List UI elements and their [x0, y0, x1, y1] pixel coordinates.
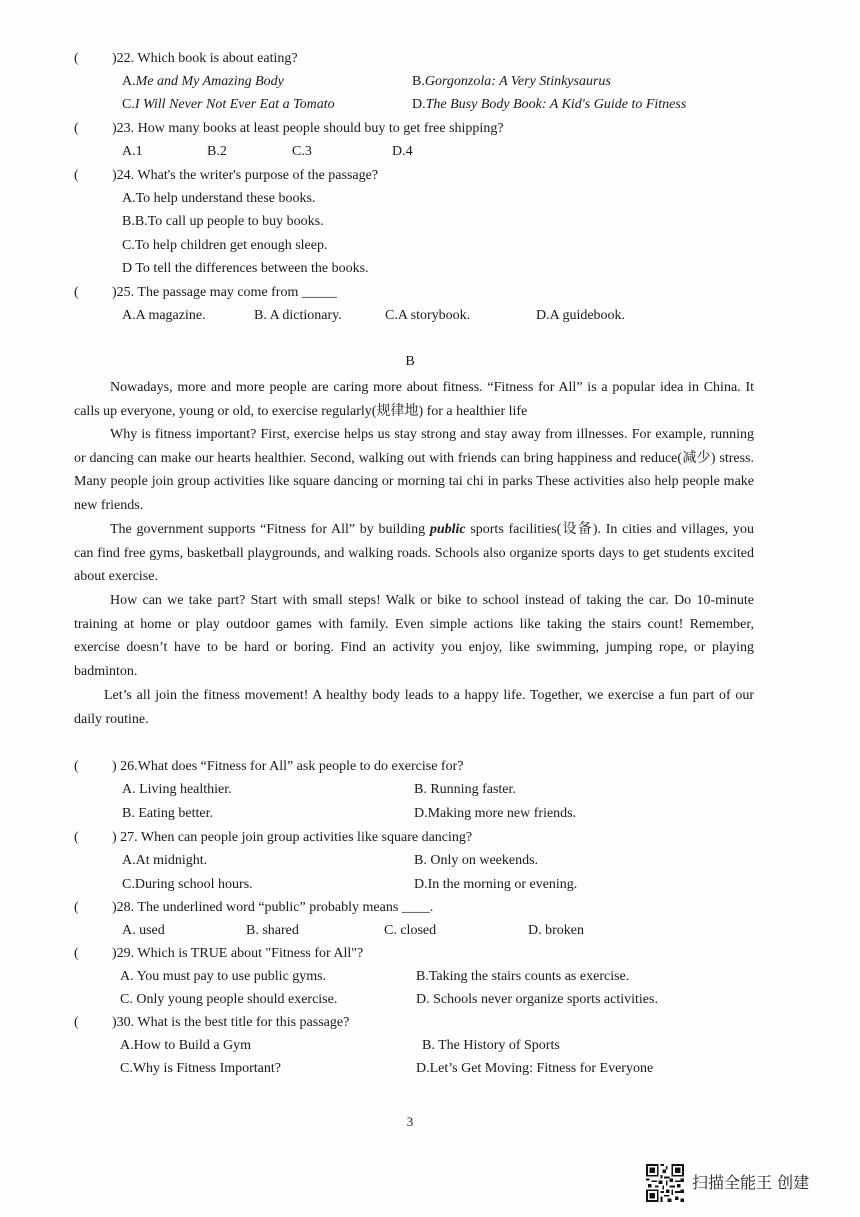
- option-22-a: A.Me and My Amazing Body: [122, 74, 284, 89]
- option-29-c: C. Only young people should exercise.: [120, 992, 338, 1007]
- answer-bracket: (: [74, 168, 79, 183]
- option-27-a: A.At midnight.: [122, 853, 208, 868]
- option-23-a: A.1: [122, 144, 143, 159]
- option-28-b: B. shared: [246, 923, 299, 938]
- question-stem: ) 26.What does “Fitness for All” ask people to do exercise for?: [112, 759, 464, 774]
- option-30-b: B. The History of Sports: [422, 1038, 560, 1053]
- underlined-word-public: public: [429, 522, 466, 537]
- question-stem: )25. The passage may come from _____: [112, 285, 337, 300]
- option-30-c: C.Why is Fitness Important?: [120, 1061, 281, 1076]
- watermark-text: 扫描全能王 创建: [692, 1173, 810, 1192]
- question-26: [74, 758, 463, 776]
- option-24-c: C.To help children get enough sleep.: [122, 238, 328, 253]
- page-number: 3: [406, 1114, 414, 1129]
- question-22: [74, 50, 298, 68]
- question-stem: )24. What's the writer's purpose of the passage?: [112, 168, 379, 183]
- answer-bracket: (: [74, 285, 79, 300]
- passage-paragraph-3: The government supports “Fitness for All” by building public sports facilities(设备). In cities and villages, you can find free gyms, basketball playgrounds, and walking roads. Schools also organize sports days to get students excited about exercise.: [74, 522, 754, 585]
- scanner-watermark: [646, 1164, 809, 1202]
- question-25: [74, 284, 337, 302]
- option-26-b: B. Running faster.: [414, 782, 516, 797]
- question-stem: )22. Which book is about eating?: [112, 51, 298, 66]
- option-22-c: C.I Will Never Not Ever Eat a Tomato: [122, 97, 335, 112]
- option-22-b: B.Gorgonzola: A Very Stinkysaurus: [412, 74, 611, 89]
- option-28-c: C. closed: [384, 923, 437, 938]
- option-27-c: C.During school hours.: [122, 877, 253, 892]
- question-stem: )29. Which is TRUE about "Fitness for All"?: [112, 946, 364, 961]
- option-29-d: D. Schools never organize sports activities.: [416, 992, 658, 1007]
- question-23: [74, 120, 504, 138]
- question-stem: )23. How many books at least people should buy to get free shipping?: [112, 121, 504, 136]
- option-25-d: D.A guidebook.: [536, 308, 626, 323]
- question-27: [74, 829, 472, 847]
- option-27-d: D.In the morning or evening.: [414, 877, 578, 892]
- option-23-c: C.3: [292, 144, 312, 159]
- qr-code-icon: [646, 1164, 684, 1202]
- answer-bracket: (: [74, 51, 79, 66]
- option-24-d: D To tell the differences between the books.: [122, 261, 369, 276]
- section-heading: B: [405, 354, 415, 369]
- option-24-a: A.To help understand these books.: [122, 191, 316, 206]
- option-26-c: B. Eating better.: [122, 806, 213, 821]
- option-24-b: B.B.To call up people to buy books.: [122, 214, 324, 229]
- question-stem: )28. The underlined word “public” probably means ____.: [112, 900, 434, 915]
- option-23-b: B.2: [207, 144, 227, 159]
- option-26-a: A. Living healthier.: [122, 782, 232, 797]
- question-24: [74, 167, 378, 185]
- option-28-a: A. used: [122, 923, 165, 938]
- question-stem: ) 27. When can people join group activities like square dancing?: [112, 830, 473, 845]
- question-30: [74, 1014, 349, 1032]
- option-23-d: D.4: [392, 144, 413, 159]
- option-25-b: B. A dictionary.: [254, 308, 342, 323]
- answer-bracket: (: [74, 1015, 79, 1030]
- option-27-b: B. Only on weekends.: [414, 853, 539, 868]
- option-25-c: C.A storybook.: [385, 308, 471, 323]
- passage-paragraph-1: Nowadays, more and more people are caring more about fitness. “Fitness for All” is a popular idea in China. It calls up everyone, young or old, to exercise regularly(规律地) for a healthier life: [74, 380, 754, 419]
- option-29-b: B.Taking the stairs counts as exercise.: [416, 969, 630, 984]
- option-25-a: A.A magazine.: [122, 308, 206, 323]
- passage-paragraph-5: Let’s all join the fitness movement! A healthy body leads to a happy life. Together, we exercise a fun part of our daily routine.: [74, 688, 754, 727]
- answer-bracket: (: [74, 830, 79, 845]
- question-28: [74, 899, 433, 917]
- option-26-d: D.Making more new friends.: [414, 806, 577, 821]
- passage-paragraph-4: How can we take part? Start with small steps! Walk or bike to school instead of taking the car. Do 10-minute training at home or play outdoor games with family. Even simple actions like taking the stairs count! Remember, exercise doesn’t have to be hard or boring. Find an activity you enjoy, like swimming, jumping rope, or playing badminton.: [74, 593, 754, 679]
- answer-bracket: (: [74, 121, 79, 136]
- option-29-a: A. You must pay to use public gyms.: [120, 969, 327, 984]
- option-30-d: D.Let’s Get Moving: Fitness for Everyone: [416, 1061, 654, 1076]
- question-29: [74, 945, 363, 963]
- option-30-a: A.How to Build a Gym: [120, 1038, 252, 1053]
- passage-paragraph-2: Why is fitness important? First, exercise helps us stay strong and stay away from illnesses. For example, running or dancing can make our hearts healthier. Second, walking out with friends can bring happiness and reduce(减少) stress. Many people join group activities like square dancing or morning tai chi in parks These activities also help people make new friends.: [74, 427, 754, 513]
- question-stem: )30. What is the best title for this passage?: [112, 1015, 350, 1030]
- answer-bracket: (: [74, 900, 79, 915]
- answer-bracket: (: [74, 759, 79, 774]
- answer-bracket: (: [74, 946, 79, 961]
- option-22-d: D.The Busy Body Book: A Kid's Guide to Fitness: [412, 97, 687, 112]
- option-28-d: D. broken: [528, 923, 584, 938]
